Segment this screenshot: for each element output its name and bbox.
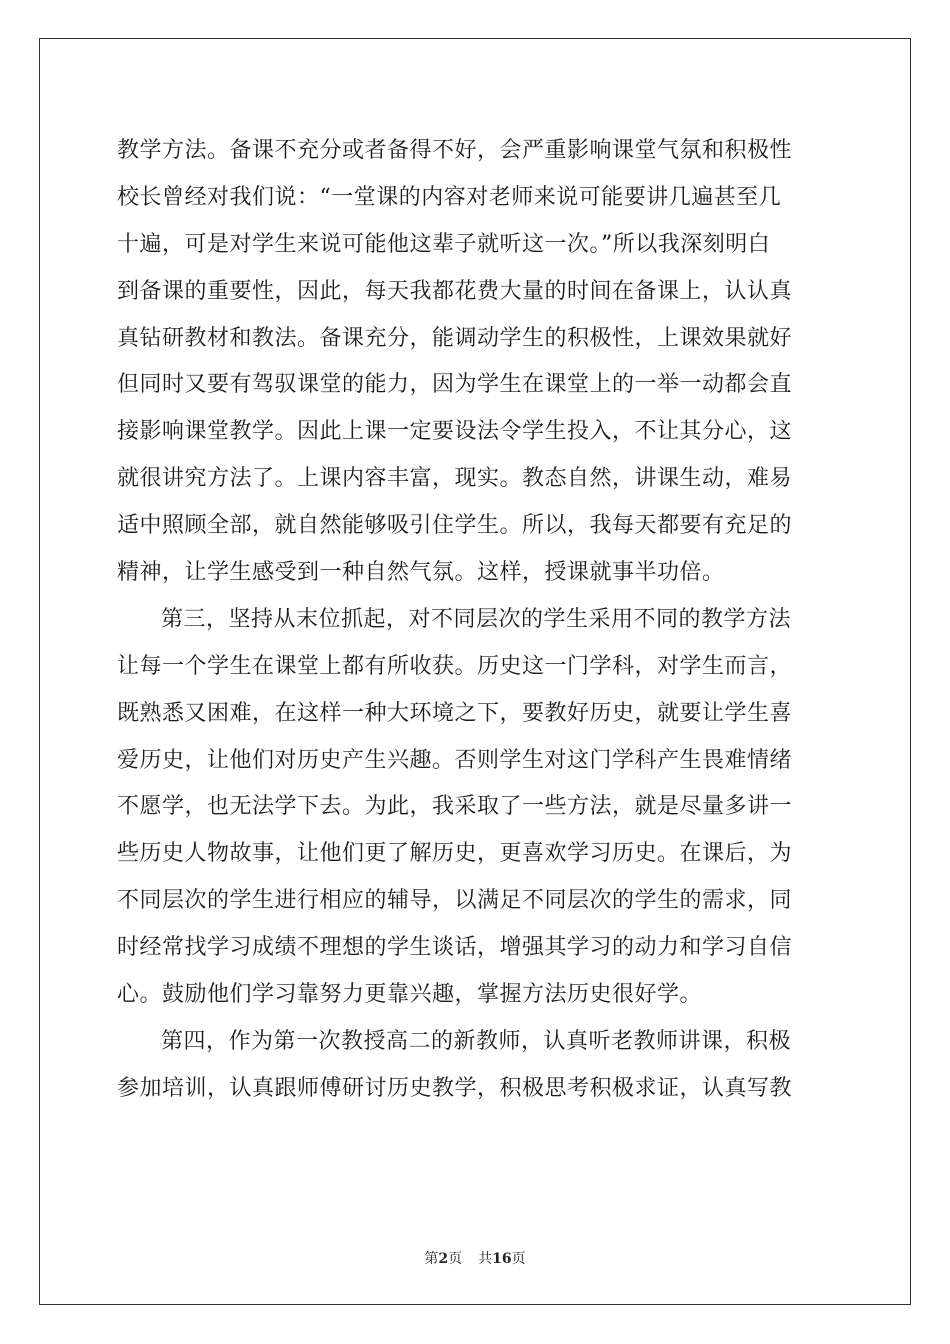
text-line: 精神，让学生感受到一种自然气氛。这样，授课就事半功倍。: [117, 560, 725, 586]
text-line: 时经常找学习成绩不理想的学生谈话，增强其学习的动力和学习自信: [117, 935, 793, 961]
text-line: 不愿学，也无法学下去。为此，我采取了一些方法，就是尽量多讲一: [117, 794, 793, 820]
text-line: 就很讲究方法了。上课内容丰富，现实。教态自然，讲课生动，难易: [117, 466, 793, 492]
text-line: 接影响课堂教学。因此上课一定要设法令学生投入，不让其分心，这: [117, 419, 793, 445]
text-line: 既熟悉又困难，在这样一种大环境之下，要教好历史，就要让学生喜: [117, 700, 793, 726]
text-line: 心。鼓励他们学习靠努力更靠兴趣，掌握方法历史很好学。: [117, 982, 703, 1008]
page-footer: [0, 1248, 950, 1268]
total-prefix: 共: [478, 1251, 493, 1267]
text-line: 第四，作为第一次教授高二的新教师，认真听老教师讲课，积极: [161, 1028, 792, 1054]
page-prefix: 第: [424, 1251, 439, 1267]
text-line: 参加培训，认真跟师傅研讨历史教学，积极思考积极求证，认真写教: [117, 1075, 793, 1101]
text-line: 到备课的重要性，因此，每天我都花费大量的时间在备课上，认认真: [117, 278, 793, 304]
text-line: 教学方法。备课不充分或者备得不好，会严重影响课堂气氛和积极性: [117, 138, 793, 163]
text-line: 让每一个学生在课堂上都有所收获。历史这一门学科，对学生而言，: [117, 653, 793, 679]
text-line: 真钻研教材和教法。备课充分，能调动学生的积极性，上课效果就好: [117, 325, 793, 351]
document-body: [117, 128, 837, 1113]
text-line: 校长曾经对我们说：“一堂课的内容对老师来说可能要讲几遍甚至几: [117, 184, 782, 210]
text-line: 第三，坚持从末位抓起，对不同层次的学生采用不同的教学方法: [161, 606, 792, 632]
text-line: 不同层次的学生进行相应的辅导，以满足不同层次的学生的需求，同: [117, 888, 793, 914]
text-line: 些历史人物故事，让他们更了解历史，更喜欢学习历史。在课后，为: [117, 841, 793, 867]
text-line: 适中照顾全部，就自然能够吸引住学生。所以，我每天都要有充足的: [117, 513, 793, 539]
page-number: 2: [438, 1251, 449, 1267]
total-pages: 16: [492, 1251, 512, 1267]
text-line: 十遍，可是对学生来说可能他这辈子就听这一次。”所以我深刻明白: [117, 231, 771, 257]
text-line: 但同时又要有驾驭课堂的能力，因为学生在课堂上的一举一动都会直: [117, 372, 793, 398]
text-line: 爱历史，让他们对历史产生兴趣。否则学生对这门学科产生畏难情绪: [117, 747, 793, 773]
page-suffix: 页: [448, 1251, 463, 1267]
total-suffix: 页: [511, 1251, 526, 1267]
